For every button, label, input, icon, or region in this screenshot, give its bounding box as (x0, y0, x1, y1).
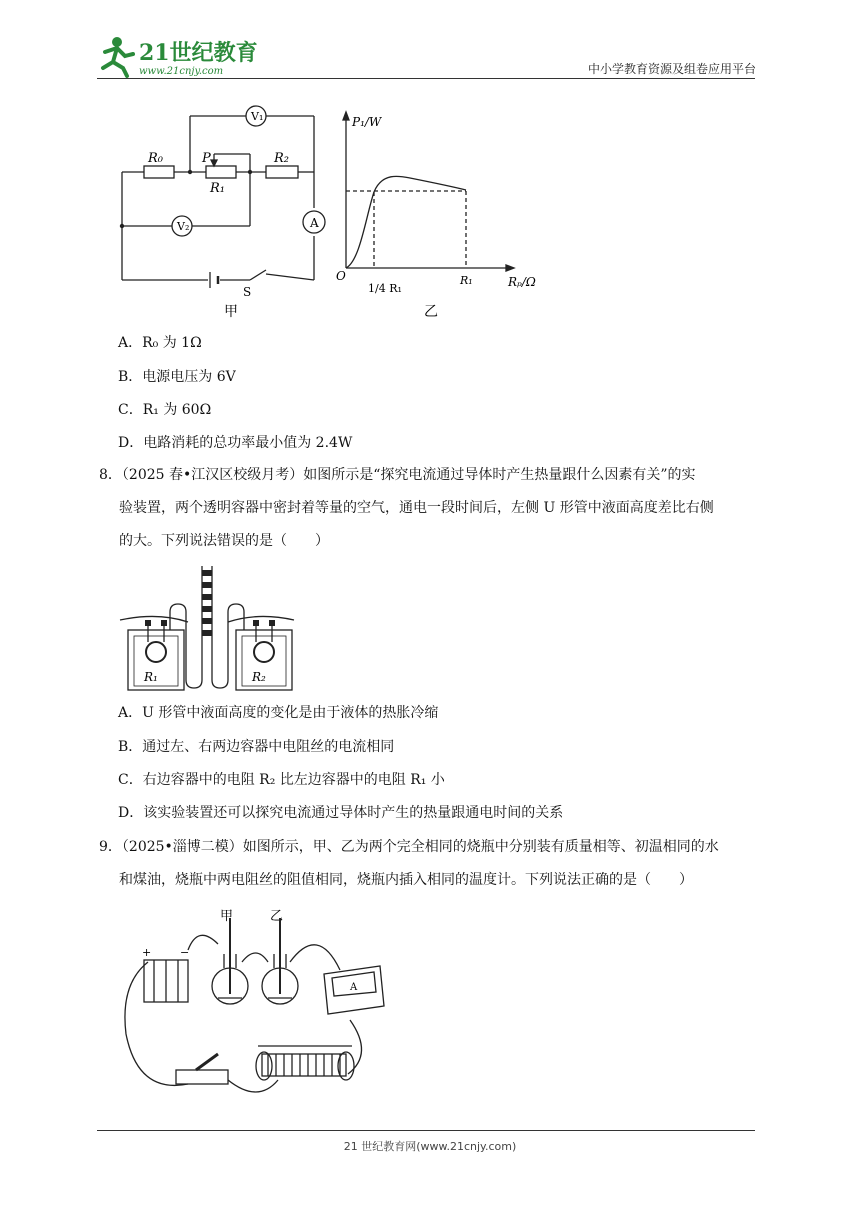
figure-q9 (118, 904, 398, 1108)
q8-option-c: C．右边容器中的电阻 R₂ 比左边容器中的电阻 R₁ 小 (118, 772, 445, 788)
v1-label: V₁ (251, 110, 264, 123)
q7-option-a: A．R₀ 为 1Ω (118, 335, 202, 351)
r1-label: R₁ (210, 181, 225, 196)
runner-icon (103, 37, 133, 76)
v2-label: V₂ (177, 220, 190, 233)
q7-option-c: C．R₁ 为 60Ω (118, 402, 212, 418)
tick-r1: R₁ (460, 274, 473, 287)
footer-divider (97, 1130, 755, 1131)
q9-yi-label: 乙 (270, 909, 284, 924)
q9-jia-label: 甲 (220, 909, 234, 924)
battery-minus: − (180, 946, 190, 959)
q8-option-a: A．U 形管中液面高度的变化是由于液体的热胀冷缩 (118, 705, 439, 721)
q8-r1-label: R₁ (144, 670, 158, 684)
q7-option-d: D．电路消耗的总功率最小值为 2.4W (118, 435, 353, 451)
q7-option-b: B．电源电压为 6V (118, 369, 236, 385)
q8-option-d: D．该实验装置还可以探究电流通过导体时产生的热量跟通电时间的关系 (118, 805, 564, 821)
switch-label: S (243, 285, 252, 299)
q8-r2-label: R₂ (252, 670, 266, 684)
r0-label: R₀ (148, 151, 163, 166)
jia-label: 甲 (224, 304, 238, 320)
logo-url: www.21cnjy.com (139, 66, 224, 77)
y-axis-label: P₁/W (352, 115, 382, 129)
ammeter-label: A (310, 216, 319, 230)
q9-ammeter-label: A (350, 982, 358, 993)
footer-text: 21 世纪教育网(www.21cnjy.com) (343, 1140, 517, 1153)
logo-text: 21世纪教育 (139, 40, 258, 66)
platform-name: 中小学教育资源及组卷应用平台 (587, 62, 756, 76)
p-label: P (202, 151, 211, 166)
x-axis-label: Rₚ/Ω (508, 275, 536, 289)
q8-stem: 8．（2025 春•江汉区校级月考）如图所示是“探究电流通过导体时产生热量跟什么因素有关”的实 验装置，两个透明容器中密封着等量的空气，通电一段时间后，左侧 U 形管中液面高度差比右侧 的大。下列说法错误的是（ ） (99, 467, 714, 549)
r2-label: R₂ (274, 151, 289, 166)
q9-stem: 9．（2025•淄博二模）如图所示，甲、乙为两个完全相同的烧瓶中分别装有质量相等、初温相同的水 和煤油，烧瓶中两电阻丝的阻值相同，烧瓶内插入相同的温度计。下列说法正确的是（ ） (99, 839, 719, 888)
battery-plus: + (142, 946, 152, 959)
site-logo (95, 34, 265, 80)
power-graph (343, 112, 514, 271)
tick-quarter-r1: 1/4 R₁ (368, 282, 402, 295)
origin-label: O (336, 269, 346, 283)
circuit-diagram (122, 106, 325, 288)
q8-option-b: B．通过左、右两边容器中电阻丝的电流相同 (118, 739, 395, 755)
figure-q8 (118, 560, 298, 699)
header-divider (97, 78, 755, 79)
figure-q7 (110, 96, 550, 325)
yi-label: 乙 (424, 304, 438, 320)
